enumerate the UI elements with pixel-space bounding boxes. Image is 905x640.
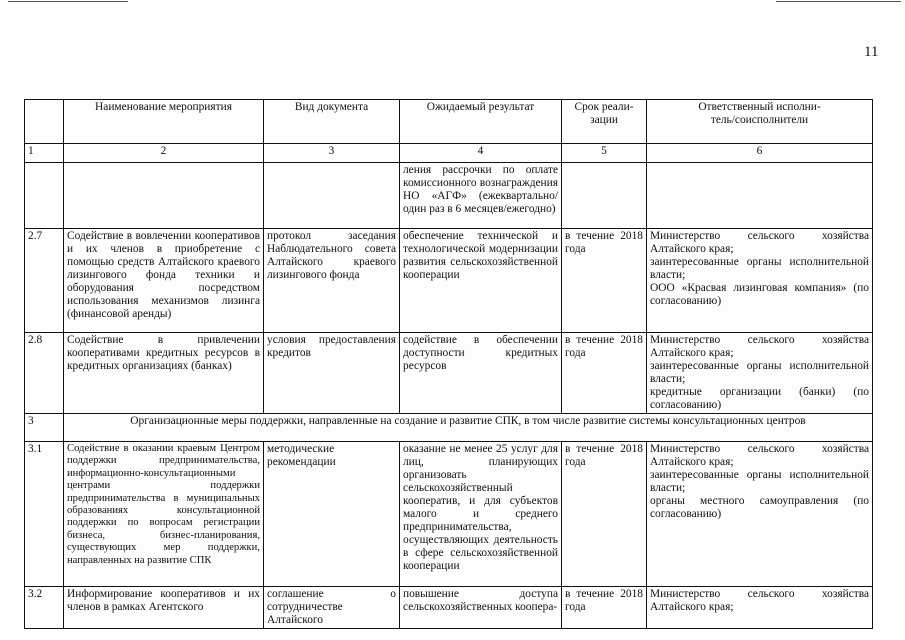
section-number: 3	[25, 414, 64, 442]
table-row	[25, 442, 873, 587]
header-row	[25, 100, 873, 144]
header-col-5: Срок реали- зации	[562, 100, 647, 144]
column-number-row	[25, 144, 873, 163]
measure-name: Содействие в привлечении кооперативами кредитных ресурсов в кредитных организациях (банках)	[64, 333, 264, 414]
term: в течение 2018 года	[562, 333, 647, 414]
term: в течение 2018 года	[562, 587, 647, 629]
col-number-2: 2	[64, 144, 264, 163]
row-number: 2.8	[25, 333, 64, 414]
table-row-continued	[25, 163, 873, 229]
header-col-1	[25, 100, 64, 144]
measure-name: Содействие в вовлечении кооперативов и их членов в приобретение с помощью средств Алтайского краевого лизингового фонда техники и оборудования посредством использования механизмов лизинга (финансовой аренды)	[64, 229, 264, 333]
responsible: Министерство сельского хозяйства Алтайского края;	[647, 587, 873, 629]
header-col-2: Наименование мероприятия	[64, 100, 264, 144]
scan-edge-left	[8, 1, 128, 2]
document-type: соглашение о сотрудничестве Алтайского	[264, 587, 400, 629]
row-number: 3.1	[25, 442, 64, 587]
term: в течение 2018 года	[562, 229, 647, 333]
responsible: Министерство сельского хозяйства Алтайского края; заинтересованные органы исполнительной власти; органы местного самоуправления (по согласованию)	[647, 442, 873, 587]
document-type: условия предоставления кредитов	[264, 333, 400, 414]
responsible: Министерство сельского хозяйства Алтайского края; заинтересованные органы исполнительной власти; ООО «Красвая лизинговая компания» (по согласованию)	[647, 229, 873, 333]
expected-result: содействие в обеспечении доступности кредитных ресурсов	[400, 333, 562, 414]
document-type: методические рекомендации	[264, 442, 400, 587]
col-number-6: 6	[647, 144, 873, 163]
table-row	[25, 587, 873, 629]
expected-result: оказание не менее 25 услуг для лиц, планирующих организовать сельскохозяйственный кооператив, и для субъектов малого и среднего предпринимательства, осуществляющих деятельность в сфере сельскохозяйственной кооперации	[400, 442, 562, 587]
term: в течение 2018 года	[562, 442, 647, 587]
expected-result: повышение доступа сельскохозяйственных коопера-	[400, 587, 562, 629]
scan-edge-right	[776, 1, 901, 2]
measure-name: Содействие в оказании краевым Центром поддержки предпринимательства, информационно-консультационными центрами поддержки предпринимательства в муниципальных образованиях консультационной поддержки по вопросам регистрации бизнеса, бизнес-планирования, существующих мер поддержки, направленных на развитие СПК	[64, 442, 264, 587]
continued-result: ления рассрочки по оплате комиссионного вознаграждения НО «АГФ» (ежеквартально/один раз в 6 месяцев/ежегодно)	[400, 163, 562, 229]
document-type: протокол заседания Наблюдательного совета Алтайского краевого лизингового фонда	[264, 229, 400, 333]
section-row	[25, 414, 873, 442]
responsible: Министерство сельского хозяйства Алтайского края; заинтересованные органы исполнительной власти; кредитные организации (банки) (по согласованию)	[647, 333, 873, 414]
row-number: 3.2	[25, 587, 64, 629]
measure-name: Информирование кооперативов и их членов в рамках Агентского	[64, 587, 264, 629]
measures-table	[24, 99, 873, 629]
header-col-4: Ожидаемый результат	[400, 100, 562, 144]
header-col-3: Вид документа	[264, 100, 400, 144]
col-number-5: 5	[562, 144, 647, 163]
col-number-3: 3	[264, 144, 400, 163]
page-number: 11	[864, 44, 879, 60]
table-row	[25, 333, 873, 414]
row-number: 2.7	[25, 229, 64, 333]
table-row	[25, 229, 873, 333]
section-title: Организационные меры поддержки, направленные на создание и развитие СПК, в том числе развитие системы консультационных центров	[64, 414, 873, 442]
col-number-1: 1	[25, 144, 64, 163]
expected-result: обеспечение технической и технологической модернизации развития сельскохозяйственной кооперации	[400, 229, 562, 333]
col-number-4: 4	[400, 144, 562, 163]
header-col-6: Ответственный исполни- тель/соисполнители	[647, 100, 873, 144]
